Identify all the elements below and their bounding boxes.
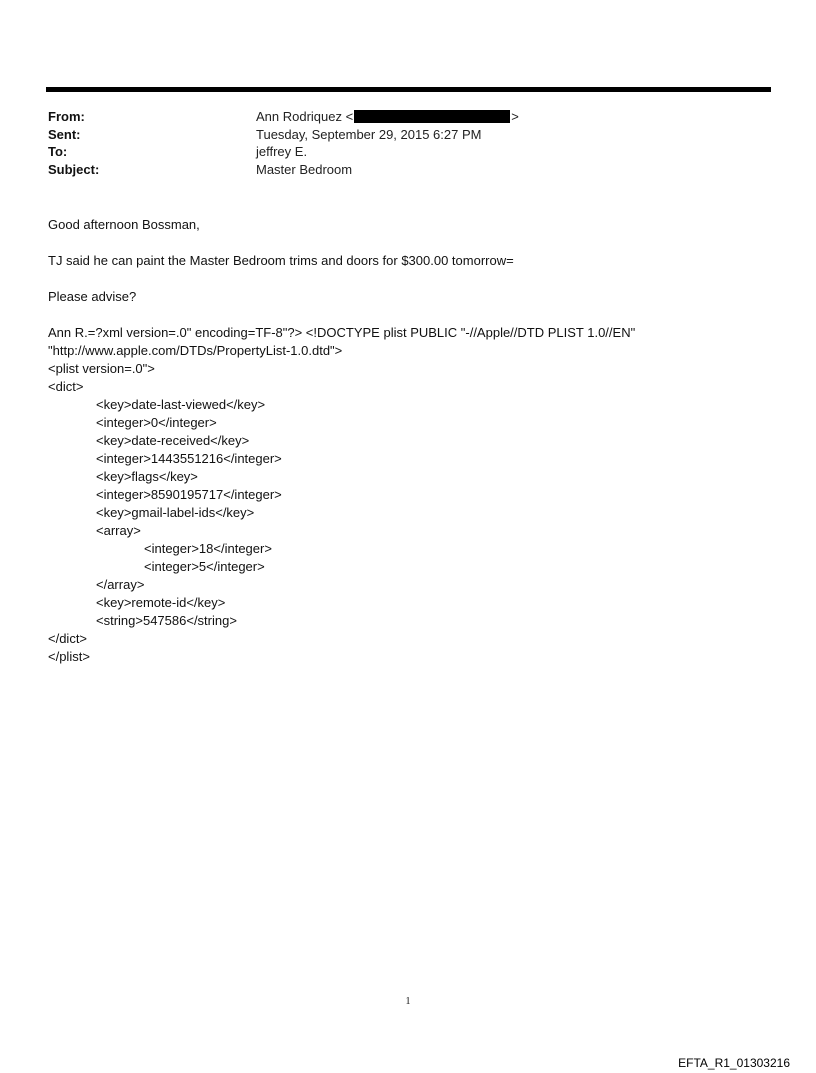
subject-row (48, 161, 519, 179)
greeting: Good afternoon Bossman, (48, 217, 200, 232)
subject-label: Subject: (48, 161, 100, 177)
xml-line: </dict> (48, 631, 88, 646)
xml-line: <string>547586</string> (96, 613, 237, 628)
from-row (48, 108, 519, 126)
sent-row (48, 126, 519, 144)
xml-line: <key>gmail-label-ids</key> (96, 505, 255, 520)
to-value: jeffrey E. (256, 144, 308, 159)
xml-line: "http://www.apple.com/DTDs/PropertyList-1.0.dtd"> (48, 343, 343, 358)
xml-line: <key>flags</key> (96, 469, 198, 484)
header-rule (46, 87, 771, 92)
to-row (48, 143, 519, 161)
xml-line: <integer>8590195717</integer> (96, 487, 282, 502)
xml-line: <integer>1443551216</integer> (96, 451, 282, 466)
redaction-box (354, 110, 510, 123)
xml-line: <integer>0</integer> (96, 415, 217, 430)
xml-line: <integer>5</integer> (144, 559, 265, 574)
xml-line: <key>date-last-viewed</key> (96, 397, 266, 412)
page-number: 1 (405, 996, 411, 1007)
document-id: EFTA_R1_01303216 (678, 1056, 790, 1070)
from-name: Ann Rodriquez < (256, 109, 354, 124)
xml-line: <key>date-received</key> (96, 433, 250, 448)
sent-label: Sent: (48, 126, 81, 142)
xml-line: </array> (96, 577, 145, 592)
from-value (256, 108, 519, 126)
xml-line: <integer>18</integer> (144, 541, 272, 556)
xml-line: Ann R.=?xml version=.0" encoding=TF-8"?> <!DOCTYPE plist PUBLIC "-//Apple//DTD PLIST 1.0//EN" (48, 325, 636, 340)
xml-line: <plist version=.0"> (48, 361, 155, 376)
xml-block (48, 324, 768, 666)
xml-line: <dict> (48, 379, 84, 394)
from-close: > (511, 109, 519, 124)
sent-value: Tuesday, September 29, 2015 6:27 PM (256, 126, 482, 142)
body-line-2: Please advise? (48, 289, 137, 304)
xml-line: <array> (96, 523, 141, 538)
from-label: From: (48, 109, 85, 124)
xml-line: </plist> (48, 649, 90, 664)
body-line-1: TJ said he can paint the Master Bedroom trims and doors for $300.00 tomorrow= (48, 253, 514, 268)
subject-value: Master Bedroom (256, 161, 353, 177)
email-header (48, 108, 519, 178)
xml-line: <key>remote-id</key> (96, 595, 226, 610)
to-label: To: (48, 144, 68, 159)
email-body (48, 216, 768, 666)
